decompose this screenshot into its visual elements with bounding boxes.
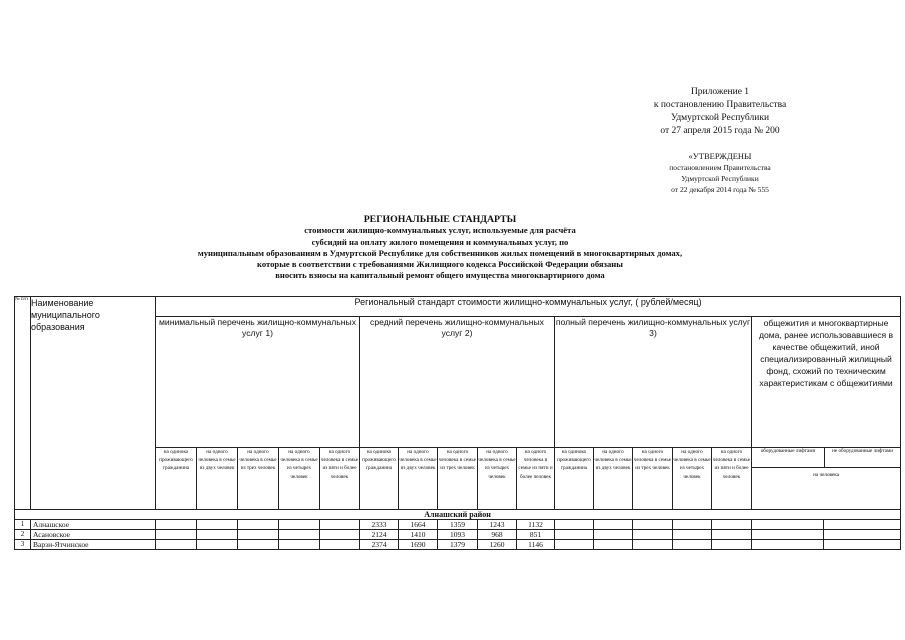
heading-line-2: субсидий на оплату жилого помещения и коммунальных услуг, по xyxy=(311,236,569,247)
row-value: 1410 xyxy=(399,530,438,540)
subheader-single-full: на одиноко проживающего гражданина xyxy=(555,448,594,510)
row-number: 2 xyxy=(15,530,31,540)
group-header-full: полный перечень жилищно-коммунальных услуг 3) xyxy=(555,317,752,448)
regional-standard-header: Региональный стандарт стоимости жилищно-коммунальных услуг, ( рублей/месяц) xyxy=(156,297,901,317)
row-value: 1132 xyxy=(517,520,555,530)
approved-line-4: от 22 декабря 2014 года № 555 xyxy=(671,185,769,194)
heading-line-5: вносить взносы на капитальный ремонт общего имущества многоквартирного дома xyxy=(275,270,605,281)
appendix-line-4: от 27 апреля 2015 года № 200 xyxy=(660,126,780,136)
row-value: 1260 xyxy=(478,540,517,550)
subheader-two-minimal: на одного человека в семье из двух человек xyxy=(197,448,238,510)
subheader-dorm-without-lifts: не оборудованные лифтами xyxy=(832,448,894,454)
appendix-line-3: Удмуртской Республики xyxy=(670,113,770,123)
subheader-four-full: на одного человека в семье из четырех человек xyxy=(673,448,712,510)
subheader-three-average: на одного человека в семье из трех человек xyxy=(438,448,478,510)
row-value: 968 xyxy=(478,530,517,540)
group-header-average: средний перечень жилищно-коммунальных услуг 2) xyxy=(360,317,555,448)
row-value: 1359 xyxy=(438,520,478,530)
row-name: Асановское xyxy=(31,530,156,540)
subheader-two-average: на одного человека в семье из двух человек xyxy=(399,448,438,510)
row-value: 2333 xyxy=(360,520,399,530)
subheader-five-average: на одного человека в семье из пяти и более человек xyxy=(517,448,555,510)
row-value: 1093 xyxy=(438,530,478,540)
district-row: Алнашский район xyxy=(15,510,901,520)
row-number: 3 xyxy=(15,540,31,550)
group-header-minimal: минимальный перечень жилищно-коммунальных услуг 1) xyxy=(156,317,360,448)
heading-line-4: которые в соответствии с требованиями Жилищного кодекса Российской Федерации обязаны xyxy=(257,259,623,270)
row-value: 1690 xyxy=(399,540,438,550)
table-row xyxy=(15,520,901,530)
row-value: 1243 xyxy=(478,520,517,530)
row-value: 1379 xyxy=(438,540,478,550)
row-number: 1 xyxy=(15,520,31,530)
appendix-block xyxy=(600,86,840,138)
row-value: 1146 xyxy=(517,540,555,550)
column-header-name: Наименование муниципального образования xyxy=(31,297,156,510)
table-row xyxy=(15,540,901,550)
row-value: 2374 xyxy=(360,540,399,550)
subheader-four-minimal: на одного человека в семье из четырех человек xyxy=(279,448,320,510)
subheader-dorm-with-lifts: оборудованные лифтами xyxy=(752,448,825,467)
dorm-subheader-cell xyxy=(752,448,901,510)
standards-table xyxy=(14,296,901,550)
subheader-three-full: на одного человека в семье из трех человек xyxy=(633,448,673,510)
row-value: 851 xyxy=(517,530,555,540)
heading-line-1: стоимости жилищно-коммунальных услуг, используемые для расчёта xyxy=(304,225,576,236)
subheader-single-minimal: на одиноко проживающего гражданина xyxy=(156,448,197,510)
subheader-five-minimal: на одного человека в семье из пяти и более человек xyxy=(320,448,360,510)
appendix-line-2: к постановлению Правительства xyxy=(653,100,787,110)
row-name: Алнашское xyxy=(31,520,156,530)
subheader-five-full: на одного человека в семье из пяти и более человек xyxy=(712,448,752,510)
subheader-two-full: на одного человека в семье из двух человек xyxy=(594,448,633,510)
approved-line-2: постановлением Правительства xyxy=(669,163,771,172)
subheader-single-average: на одиноко проживающего гражданина xyxy=(360,448,399,510)
document-heading xyxy=(90,214,790,282)
column-header-number: № п/п xyxy=(15,297,31,510)
appendix-line-1: Приложение 1 xyxy=(690,87,750,97)
table-row xyxy=(15,530,901,540)
approved-block xyxy=(600,151,840,195)
subheader-four-average: на одного человека в семье из четырех человек xyxy=(478,448,517,510)
approved-line-3: Удмуртской Республики xyxy=(681,174,759,183)
group-header-dormitories: общежития и многоквартирные дома, ранее использовавшиеся в качестве общежитий, иной специализированный жилищный фонд, схожий по техническим характеристикам с общежитиями xyxy=(752,317,901,448)
approved-line-1: «УТВЕРЖДЕНЫ xyxy=(688,151,752,161)
row-name: Варзи-Ятчинское xyxy=(31,540,156,550)
subheader-dorm-per-person: на человека xyxy=(813,472,840,478)
row-value: 2124 xyxy=(360,530,399,540)
row-value: 1664 xyxy=(399,520,438,530)
heading-line-3: муниципальным образованиям в Удмуртской Республике для собственников жилых помещений в многоквартирных домах, xyxy=(197,247,683,258)
document-title: РЕГИОНАЛЬНЫЕ СТАНДАРТЫ xyxy=(363,214,517,225)
subheader-three-minimal: на одного человека в семье из трех человек xyxy=(238,448,279,510)
